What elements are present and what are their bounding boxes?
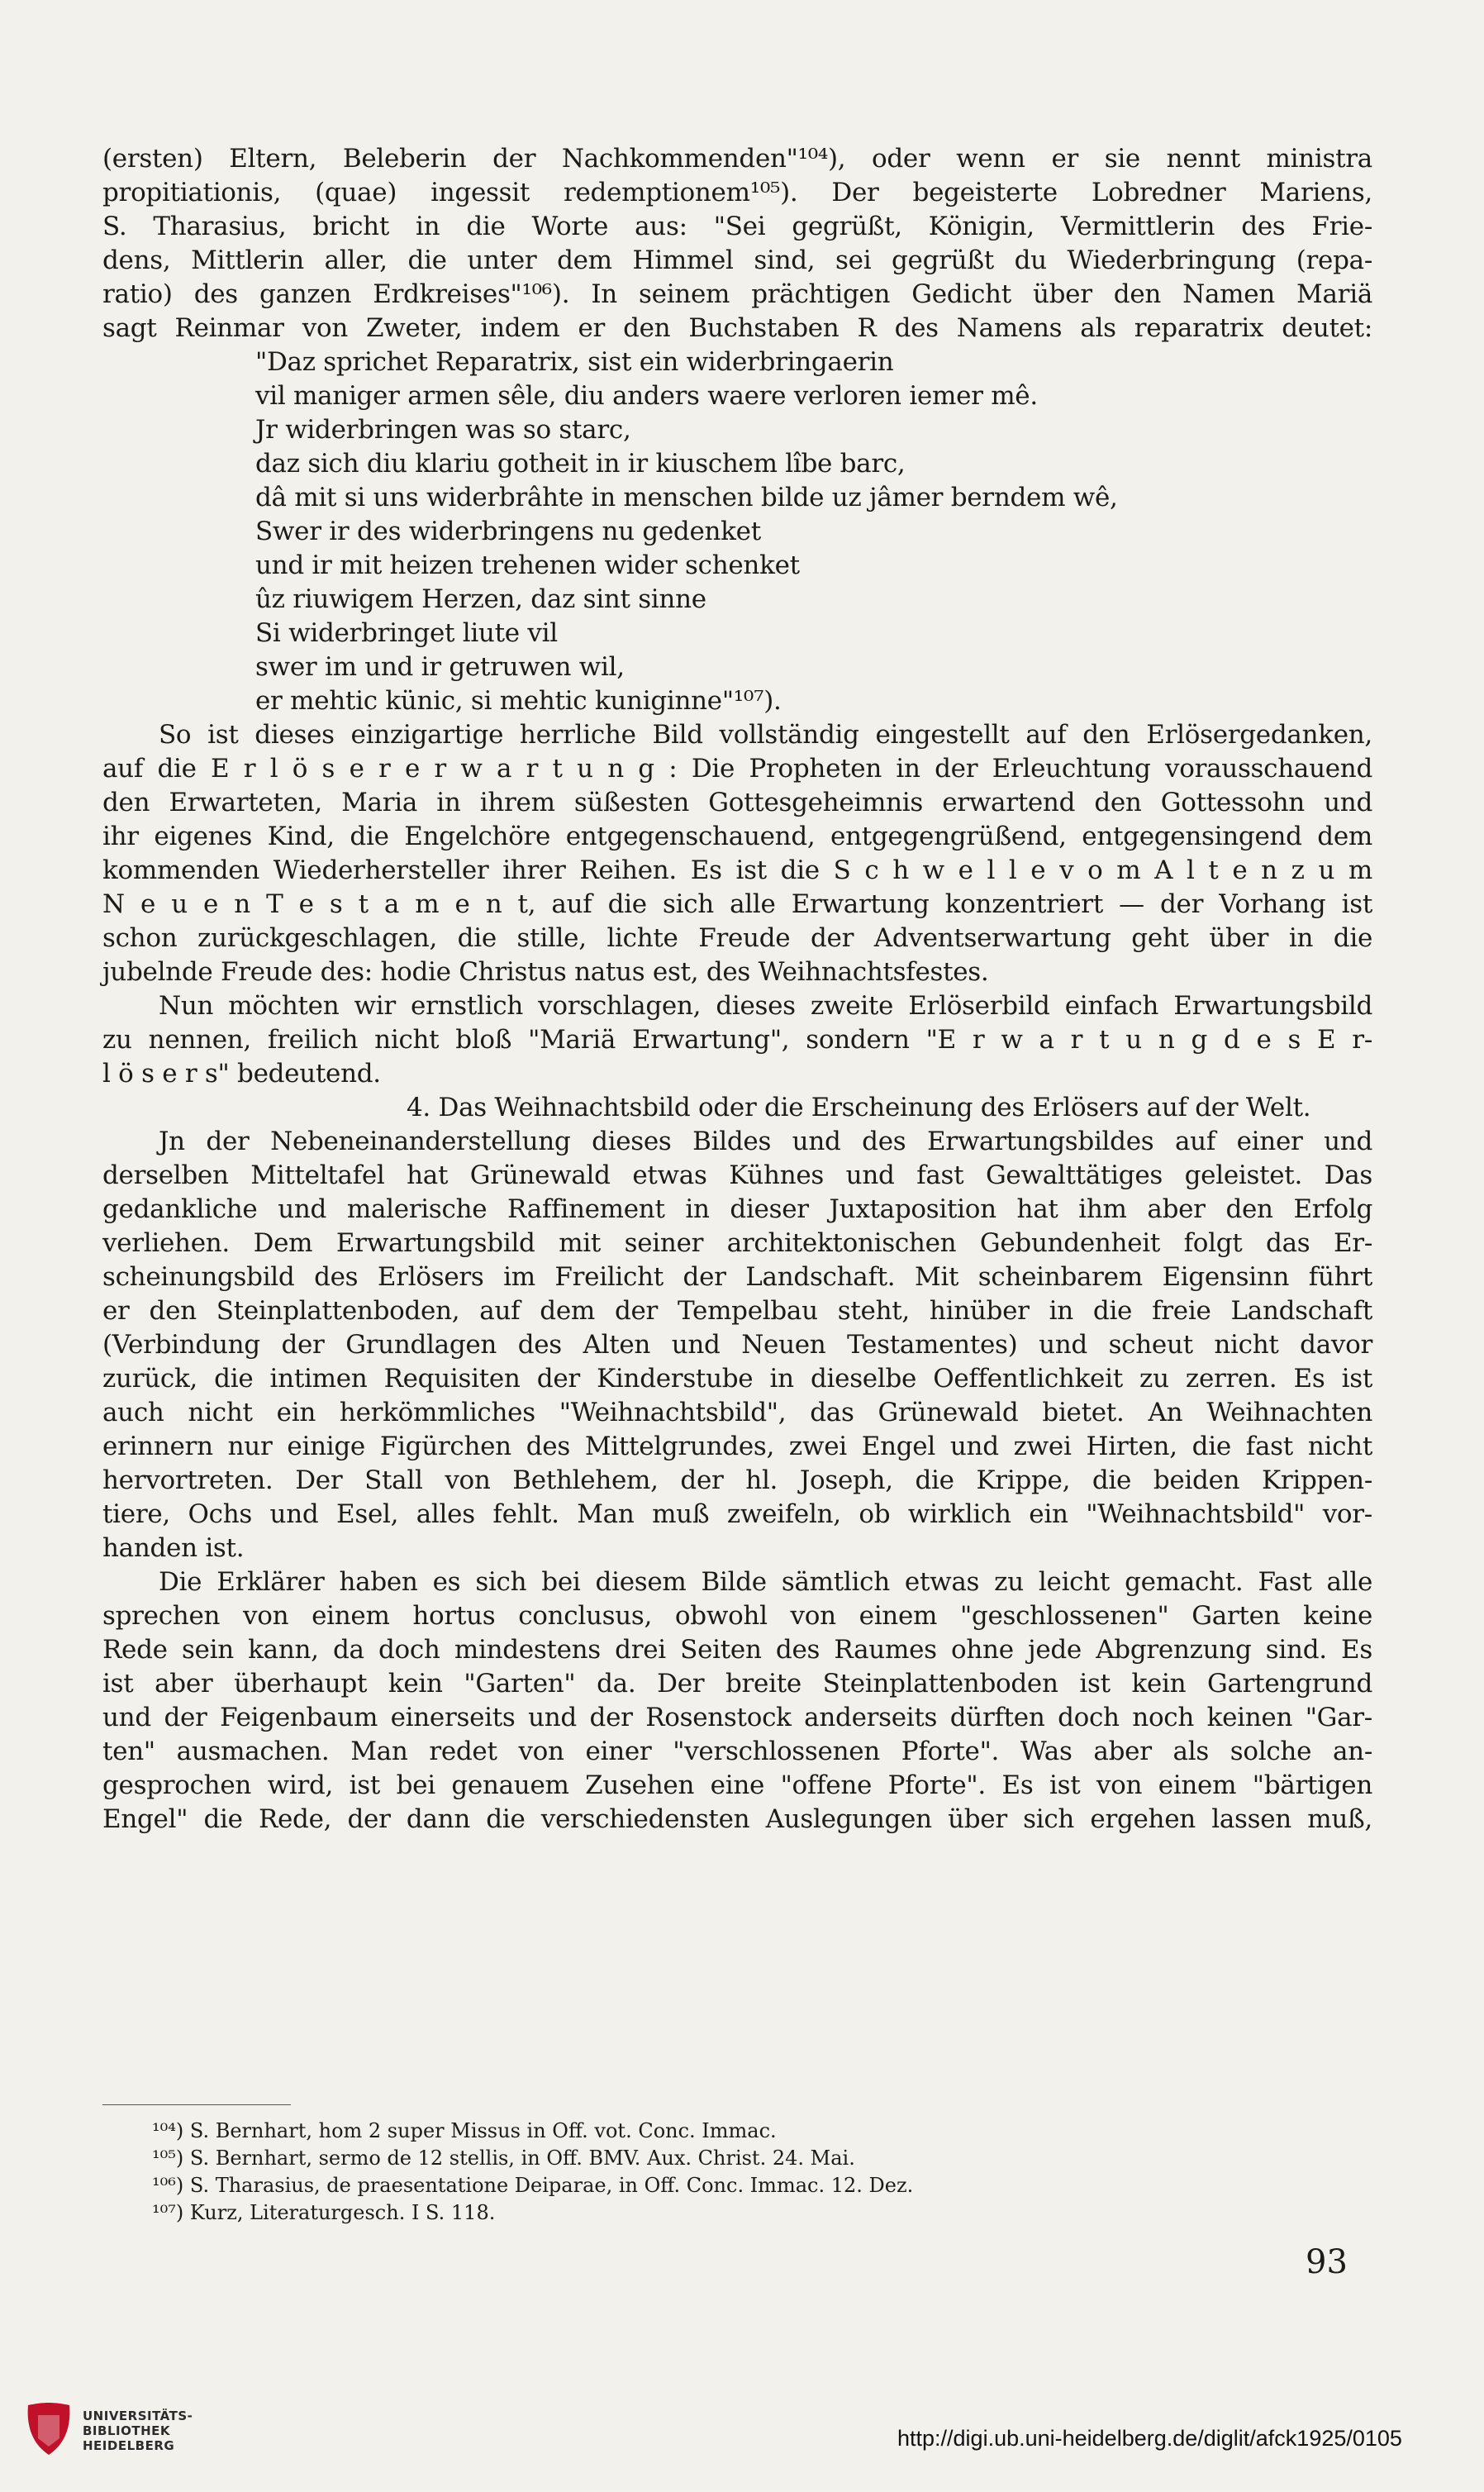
text-line: vil maniger armen sêle, diu anders waere verloren iemer mê. [255, 381, 1038, 411]
text-line: sprechen von einem hortus conclusus, obwohl von einem "geschlossenen" Garten keine [102, 1601, 1372, 1631]
library-logo [21, 2397, 203, 2463]
text-line: Rede sein kann, da doch mindestens drei Seiten des Raumes ohne jede Abgrenzung sind. Es [102, 1635, 1372, 1665]
text-line: Engel" die Rede, der dann die verschiedensten Auslegungen über sich ergehen lassen muß, [102, 1804, 1372, 1834]
text-line: Jn der Nebeneinanderstellung dieses Bildes und des Erwartungsbildes auf einer und [159, 1127, 1372, 1156]
text-line: auch nicht ein herkömmliches "Weihnachtsbild", das Grünewald bietet. An Weihnachten [102, 1398, 1372, 1427]
text-line: zurück, die intimen Requisiten der Kinderstube in dieselbe Oeffentlichkeit zu zerren. Es ist [102, 1364, 1372, 1394]
text-line: ist aber überhaupt kein "Garten" da. Der breite Steinplattenboden ist kein Gartengrund [102, 1669, 1372, 1699]
text-line: schon zurückgeschlagen, die stille, lichte Freude der Adventserwartung geht über in die [102, 923, 1372, 953]
text-line: S. Tharasius, bricht in die Worte aus: "Sei gegrüßt, Königin, Vermittlerin des Frie- [102, 212, 1372, 241]
text-line: propitiationis, (quae) ingessit redemptionem¹⁰⁵). Der begeisterte Lobredner Mariens, [102, 178, 1372, 207]
text-line: und der Feigenbaum einerseits und der Rosenstock anderseits dürften doch noch keinen "Gar- [102, 1703, 1372, 1732]
text-line: auf die E r l ö s e r e r w a r t u n g : Die Propheten in der Erleuchtung vorausschauend [102, 754, 1372, 784]
text-line: derselben Mitteltafel hat Grünewald etwas Kühnes und fast Gewalttätiges geleistet. Das [102, 1160, 1372, 1190]
library-name-line: BIBLIOTHEK [83, 2423, 170, 2438]
text-line: N e u e n T e s t a m e n t, auf die sich alle Erwartung konzentriert — der Vorhang ist [102, 889, 1372, 919]
body-text [102, 142, 1372, 1837]
text-line: Swer ir des widerbringens nu gedenket [255, 517, 761, 546]
text-line: (ersten) Eltern, Beleberin der Nachkommenden"¹⁰⁴), oder wenn er sie nennt ministra [102, 144, 1372, 174]
text-line: zu nennen, freilich nicht bloß "Mariä Erwartung", sondern "E r w a r t u n g d e s E r- [102, 1025, 1372, 1055]
library-name-line: HEIDELBERG [83, 2438, 175, 2453]
text-line: den Erwarteten, Maria in ihrem süßesten Gottesgeheimnis erwartend den Gottessohn und [102, 788, 1372, 817]
footnotes [102, 2118, 1372, 2227]
source-url[interactable]: http://digi.ub.uni-heidelberg.de/diglit/afck1925/0105 [897, 2426, 1402, 2451]
text-line: scheinungsbild des Erlösers im Freilicht der Landschaft. Mit scheinbarem Eigensinn führt [102, 1262, 1372, 1292]
text-line: Nun möchten wir ernstlich vorschlagen, dieses zweite Erlöserbild einfach Erwartungsbild [159, 991, 1372, 1021]
text-line: kommenden Wiederhersteller ihrer Reihen. Es ist die S c h w e l l e v o m A l t e n z u m [102, 855, 1372, 885]
text-line: dens, Mittlerin aller, die unter dem Himmel sind, sei gegrüßt du Wiederbringung (repa- [102, 245, 1372, 275]
text-line: handen ist. [102, 1533, 245, 1563]
text-line: swer im und ir getruwen wil, [255, 652, 625, 682]
text-line: Die Erklärer haben es sich bei diesem Bilde sämtlich etwas zu leicht gemacht. Fast alle [159, 1567, 1372, 1597]
library-name-line: UNIVERSITÄTS- [83, 2409, 193, 2423]
text-line: gesprochen wird, ist bei genauem Zusehen eine "offene Pforte". Es ist von einem "bärtigen [102, 1770, 1372, 1800]
library-name [83, 2409, 193, 2453]
footnote: ¹⁰⁴) S. Bernhart, hom 2 super Missus in Off. vot. Conc. Immac. [152, 2119, 777, 2142]
text-line: erinnern nur einige Figürchen des Mittelgrundes, zwei Engel und zwei Hirten, die fast nicht [102, 1432, 1372, 1461]
text-line: ten" ausmachen. Man redet von einer "verschlossenen Pforte". Was aber als solche an- [102, 1737, 1372, 1766]
text-line: (Verbindung der Grundlagen des Alten und Neuen Testamentes) und scheut nicht davor [102, 1330, 1372, 1360]
text-line: daz sich diu klariu gotheit in ir kiuschem lîbe barc, [255, 449, 906, 479]
text-line: gedankliche und malerische Raffinement in dieser Juxtaposition hat ihm aber den Erfolg [102, 1194, 1372, 1224]
footnote: ¹⁰⁶) S. Tharasius, de praesentatione Deiparae, in Off. Conc. Immac. 12. Dez. [152, 2174, 914, 2197]
text-line: Si widerbringet liute vil [255, 618, 558, 648]
text-line: und ir mit heizen trehenen wider schenket [255, 550, 800, 580]
text-line: l ö s e r s" bedeutend. [102, 1059, 381, 1089]
text-line: Jr widerbringen was so starc, [255, 415, 631, 445]
text-line: sagt Reinmar von Zweter, indem er den Buchstaben R des Namens als reparatrix deutet: [102, 313, 1372, 343]
footnote-rule [102, 2104, 291, 2105]
text-line: verliehen. Dem Erwartungsbild mit seiner architektonischen Gebundenheit folgt das Er- [102, 1228, 1372, 1258]
university-seal-icon [21, 2400, 76, 2458]
text-line: So ist dieses einzigartige herrliche Bild vollständig eingestellt auf den Erlösergedanken, [159, 720, 1372, 750]
text-line: hervortreten. Der Stall von Bethlehem, der hl. Joseph, die Krippe, die beiden Krippen- [102, 1465, 1372, 1495]
text-line: "Daz sprichet Reparatrix, sist ein widerbringaerin [255, 347, 894, 377]
text-line: tiere, Ochs und Esel, alles fehlt. Man muß zweifeln, ob wirklich ein "Weihnachtsbild" vor- [102, 1499, 1372, 1529]
text-line: jubelnde Freude des: hodie Christus natus est, des Weihnachtsfestes. [102, 957, 989, 987]
page-number: 93 [1306, 2243, 1348, 2281]
footnote: ¹⁰⁵) S. Bernhart, sermo de 12 stellis, in Off. BMV. Aux. Christ. 24. Mai. [152, 2147, 855, 2170]
text-line: er mehtic künic, si mehtic kuniginne"¹⁰⁷). [255, 686, 782, 716]
text-line: ihr eigenes Kind, die Engelchöre entgegenschauend, entgegengrüßend, entgegensingend dem [102, 822, 1372, 851]
footnote: ¹⁰⁷) Kurz, Literaturgesch. I S. 118. [152, 2201, 496, 2224]
text-line: 4. Das Weihnachtsbild oder die Erscheinung des Erlösers auf der Welt. [407, 1093, 1311, 1122]
text-line: ûz riuwigem Herzen, daz sint sinne [255, 584, 706, 614]
text-line: ratio) des ganzen Erdkreises"¹⁰⁶). In seinem prächtigen Gedicht über den Namen Mariä [102, 279, 1372, 309]
text-line: er den Steinplattenboden, auf dem der Tempelbau steht, hinüber in die freie Landschaft [102, 1296, 1372, 1326]
text-line: dâ mit si uns widerbrâhte in menschen bilde uz jâmer berndem wê, [255, 483, 1118, 512]
